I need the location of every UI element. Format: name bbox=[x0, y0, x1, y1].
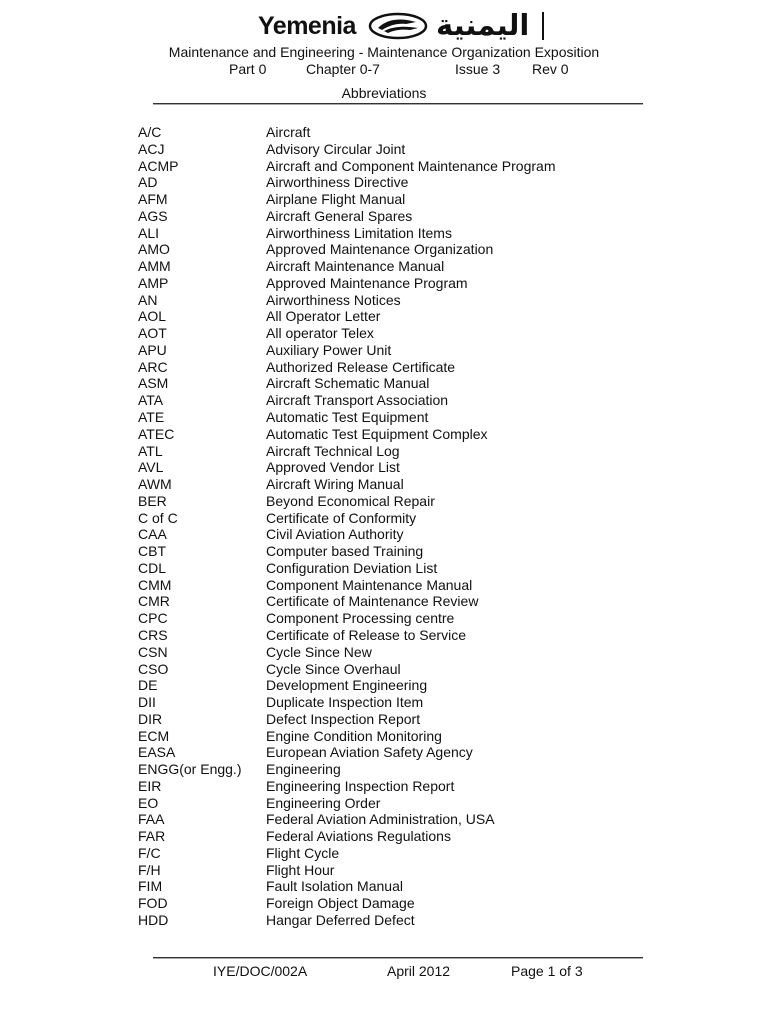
list-item bbox=[0, 359, 768, 376]
abbreviation-term: ACJ bbox=[138, 140, 165, 157]
abbreviation-definition: Approved Vendor List bbox=[266, 459, 400, 476]
list-item bbox=[0, 577, 768, 594]
abbreviation-definition: Approved Maintenance Organization bbox=[266, 241, 494, 258]
abbreviation-term: ACMP bbox=[138, 157, 179, 174]
abbreviation-definition: European Aviation Safety Agency bbox=[266, 744, 473, 761]
list-item bbox=[0, 443, 768, 460]
revision-label: Rev 0 bbox=[532, 61, 569, 77]
abbreviation-definition: Foreign Object Damage bbox=[266, 895, 415, 912]
abbreviation-term: FAR bbox=[138, 828, 166, 845]
list-item bbox=[0, 811, 768, 828]
abbreviation-definition: Auxiliary Power Unit bbox=[266, 341, 392, 358]
abbreviation-term: A/C bbox=[138, 124, 162, 140]
abbreviation-term: AMM bbox=[138, 258, 171, 275]
list-item bbox=[0, 845, 768, 862]
abbreviation-definition: Beyond Economical Repair bbox=[266, 492, 435, 509]
list-item bbox=[0, 241, 768, 258]
abbreviation-term: AGS bbox=[138, 207, 168, 224]
abbreviation-definition: Airworthiness Directive bbox=[266, 174, 409, 191]
abbreviation-definition: Certificate of Maintenance Review bbox=[266, 593, 479, 610]
list-item bbox=[0, 158, 768, 175]
logo-text-english: Yemenia bbox=[258, 12, 356, 40]
abbreviation-term: EIR bbox=[138, 777, 162, 794]
abbreviation-definition: Certificate of Conformity bbox=[266, 509, 417, 526]
list-item bbox=[0, 677, 768, 694]
abbreviation-term: AOL bbox=[138, 308, 167, 325]
list-item bbox=[0, 744, 768, 761]
abbreviation-definition: All Operator Letter bbox=[266, 308, 381, 325]
list-item bbox=[0, 258, 768, 275]
document-id: IYE/DOC/002A bbox=[213, 963, 308, 979]
abbreviation-definition: Component Processing centre bbox=[266, 610, 455, 627]
abbreviation-term: AVL bbox=[138, 459, 164, 476]
abbreviation-term: ALI bbox=[138, 224, 160, 241]
abbreviation-definition: Aircraft Schematic Manual bbox=[266, 375, 430, 392]
abbreviation-term: HDD bbox=[138, 911, 169, 928]
footer-divider bbox=[153, 957, 643, 959]
list-item bbox=[0, 778, 768, 795]
abbreviation-definition: Aircraft Wiring Manual bbox=[266, 476, 404, 493]
list-item bbox=[0, 141, 768, 158]
abbreviation-definition: Aircraft and Component Maintenance Program bbox=[266, 157, 556, 174]
list-item bbox=[0, 325, 768, 342]
list-item bbox=[0, 878, 768, 895]
logo bbox=[0, 10, 768, 42]
document-title: Maintenance and Engineering - Maintenance Organization Exposition bbox=[168, 44, 600, 60]
abbreviation-term: DII bbox=[138, 694, 156, 711]
abbreviation-definition: Aircraft General Spares bbox=[266, 207, 413, 224]
abbreviation-term: ENGG(or Engg.) bbox=[138, 761, 242, 778]
abbreviation-term: CPC bbox=[138, 610, 168, 627]
list-item bbox=[0, 644, 768, 661]
list-item bbox=[0, 661, 768, 678]
abbreviation-term: F/H bbox=[138, 861, 161, 878]
abbreviation-term: CDL bbox=[138, 559, 167, 576]
abbreviation-term: AD bbox=[138, 174, 158, 191]
abbreviation-term: ATL bbox=[138, 442, 163, 459]
abbreviation-term: AFM bbox=[138, 191, 168, 208]
list-item bbox=[0, 593, 768, 610]
abbreviation-definition: Flight Hour bbox=[266, 861, 335, 878]
chapter-label: Chapter 0-7 bbox=[306, 61, 380, 77]
abbreviation-term: APU bbox=[138, 341, 167, 358]
list-item bbox=[0, 174, 768, 191]
abbreviation-definition: Airplane Flight Manual bbox=[266, 191, 406, 208]
list-item bbox=[0, 375, 768, 392]
part-label: Part 0 bbox=[229, 61, 267, 77]
abbreviation-term: ASM bbox=[138, 375, 169, 392]
list-item bbox=[0, 342, 768, 359]
abbreviation-term: AOT bbox=[138, 325, 167, 342]
abbreviation-definition: Engineering bbox=[266, 761, 341, 778]
abbreviation-definition: Civil Aviation Authority bbox=[266, 526, 404, 543]
abbreviation-definition: All operator Telex bbox=[266, 325, 374, 342]
abbreviation-definition: Defect Inspection Report bbox=[266, 710, 421, 727]
abbreviation-term: FIM bbox=[138, 878, 163, 895]
abbreviation-term: DIR bbox=[138, 710, 163, 727]
abbreviation-definition: Airworthiness Notices bbox=[266, 291, 401, 308]
list-item bbox=[0, 510, 768, 527]
list-item bbox=[0, 124, 768, 141]
list-item bbox=[0, 526, 768, 543]
abbreviation-definition: Federal Aviations Regulations bbox=[266, 828, 451, 845]
list-item bbox=[0, 560, 768, 577]
list-item bbox=[0, 426, 768, 443]
abbreviation-term: AMO bbox=[138, 241, 170, 258]
list-item bbox=[0, 208, 768, 225]
abbreviation-term: FAA bbox=[138, 811, 165, 828]
abbreviation-term: CAA bbox=[138, 526, 167, 543]
abbreviation-definition: Fault Isolation Manual bbox=[266, 878, 403, 895]
logo-text-arabic: اليمنية bbox=[436, 8, 530, 42]
abbreviation-term: CBT bbox=[138, 543, 166, 560]
list-item bbox=[0, 275, 768, 292]
header-divider bbox=[153, 103, 643, 105]
abbreviation-definition: Advisory Circular Joint bbox=[266, 140, 406, 157]
list-item bbox=[0, 392, 768, 409]
abbreviation-definition: Component Maintenance Manual bbox=[266, 576, 473, 593]
abbreviation-definition: Approved Maintenance Program bbox=[266, 274, 468, 291]
abbreviation-definition: Hangar Deferred Defect bbox=[266, 911, 415, 928]
abbreviation-term: CSN bbox=[138, 643, 168, 660]
abbreviation-definition: Engineering Inspection Report bbox=[266, 777, 455, 794]
page-number: Page 1 of 3 bbox=[511, 963, 583, 979]
logo-divider bbox=[542, 12, 544, 40]
abbreviation-definition: Federal Aviation Administration, USA bbox=[266, 811, 495, 828]
list-item bbox=[0, 308, 768, 325]
abbreviation-term: BER bbox=[138, 492, 167, 509]
list-item bbox=[0, 627, 768, 644]
abbreviation-term: EASA bbox=[138, 744, 176, 761]
abbreviation-definition: Aircraft Transport Association bbox=[266, 392, 449, 409]
abbreviation-definition: Configuration Deviation List bbox=[266, 559, 438, 576]
abbreviation-term: ARC bbox=[138, 358, 168, 375]
list-item bbox=[0, 476, 768, 493]
abbreviation-definition: Certificate of Release to Service bbox=[266, 626, 466, 643]
abbreviation-term: AN bbox=[138, 291, 158, 308]
list-item bbox=[0, 191, 768, 208]
abbreviation-term: AMP bbox=[138, 274, 169, 291]
abbreviation-definition: Engineering Order bbox=[266, 794, 381, 811]
abbreviation-definition: Development Engineering bbox=[266, 677, 428, 694]
list-item bbox=[0, 694, 768, 711]
abbreviation-term: DE bbox=[138, 677, 158, 694]
abbreviation-definition: Airworthiness Limitation Items bbox=[266, 224, 452, 241]
abbreviation-term: EO bbox=[138, 794, 159, 811]
list-item bbox=[0, 728, 768, 745]
abbreviation-term: C of C bbox=[138, 509, 178, 526]
list-item bbox=[0, 493, 768, 510]
abbreviation-definition: Aircraft Maintenance Manual bbox=[266, 258, 445, 275]
list-item bbox=[0, 761, 768, 778]
list-item bbox=[0, 828, 768, 845]
abbreviation-term: CMR bbox=[138, 593, 170, 610]
abbreviation-term: CMM bbox=[138, 576, 172, 593]
abbreviation-term: CRS bbox=[138, 626, 168, 643]
list-item bbox=[0, 862, 768, 879]
list-item bbox=[0, 610, 768, 627]
abbreviation-definition: Engine Condition Monitoring bbox=[266, 727, 442, 744]
list-item bbox=[0, 711, 768, 728]
abbreviation-definition: Cycle Since Overhaul bbox=[266, 660, 401, 677]
abbreviation-term: CSO bbox=[138, 660, 169, 677]
list-item bbox=[0, 543, 768, 560]
list-item bbox=[0, 912, 768, 929]
abbreviation-definition: Cycle Since New bbox=[266, 643, 372, 660]
abbreviation-term: ATA bbox=[138, 392, 164, 409]
document-date: April 2012 bbox=[387, 963, 451, 979]
abbreviation-definition: Aircraft bbox=[266, 124, 311, 140]
abbreviation-term: FOD bbox=[138, 895, 168, 912]
abbreviation-list bbox=[0, 124, 768, 929]
abbreviation-term: ATE bbox=[138, 409, 165, 426]
list-item bbox=[0, 795, 768, 812]
list-item bbox=[0, 459, 768, 476]
abbreviation-definition: Duplicate Inspection Item bbox=[266, 694, 424, 711]
abbreviation-term: AWM bbox=[138, 476, 172, 493]
abbreviation-definition: Computer based Training bbox=[266, 543, 424, 560]
abbreviation-definition: Authorized Release Certificate bbox=[266, 358, 456, 375]
airline-emblem-icon bbox=[368, 12, 428, 40]
issue-label: Issue 3 bbox=[455, 61, 501, 77]
abbreviation-term: ECM bbox=[138, 727, 170, 744]
list-item bbox=[0, 225, 768, 242]
list-item bbox=[0, 895, 768, 912]
abbreviation-definition: Aircraft Technical Log bbox=[266, 442, 400, 459]
abbreviation-definition: Flight Cycle bbox=[266, 844, 340, 861]
abbreviation-definition: Automatic Test Equipment Complex bbox=[266, 425, 488, 442]
abbreviation-definition: Automatic Test Equipment bbox=[266, 409, 429, 426]
abbreviation-term: F/C bbox=[138, 844, 161, 861]
list-item bbox=[0, 292, 768, 309]
section-title: Abbreviations bbox=[341, 85, 427, 101]
list-item bbox=[0, 409, 768, 426]
abbreviation-term: ATEC bbox=[138, 425, 175, 442]
